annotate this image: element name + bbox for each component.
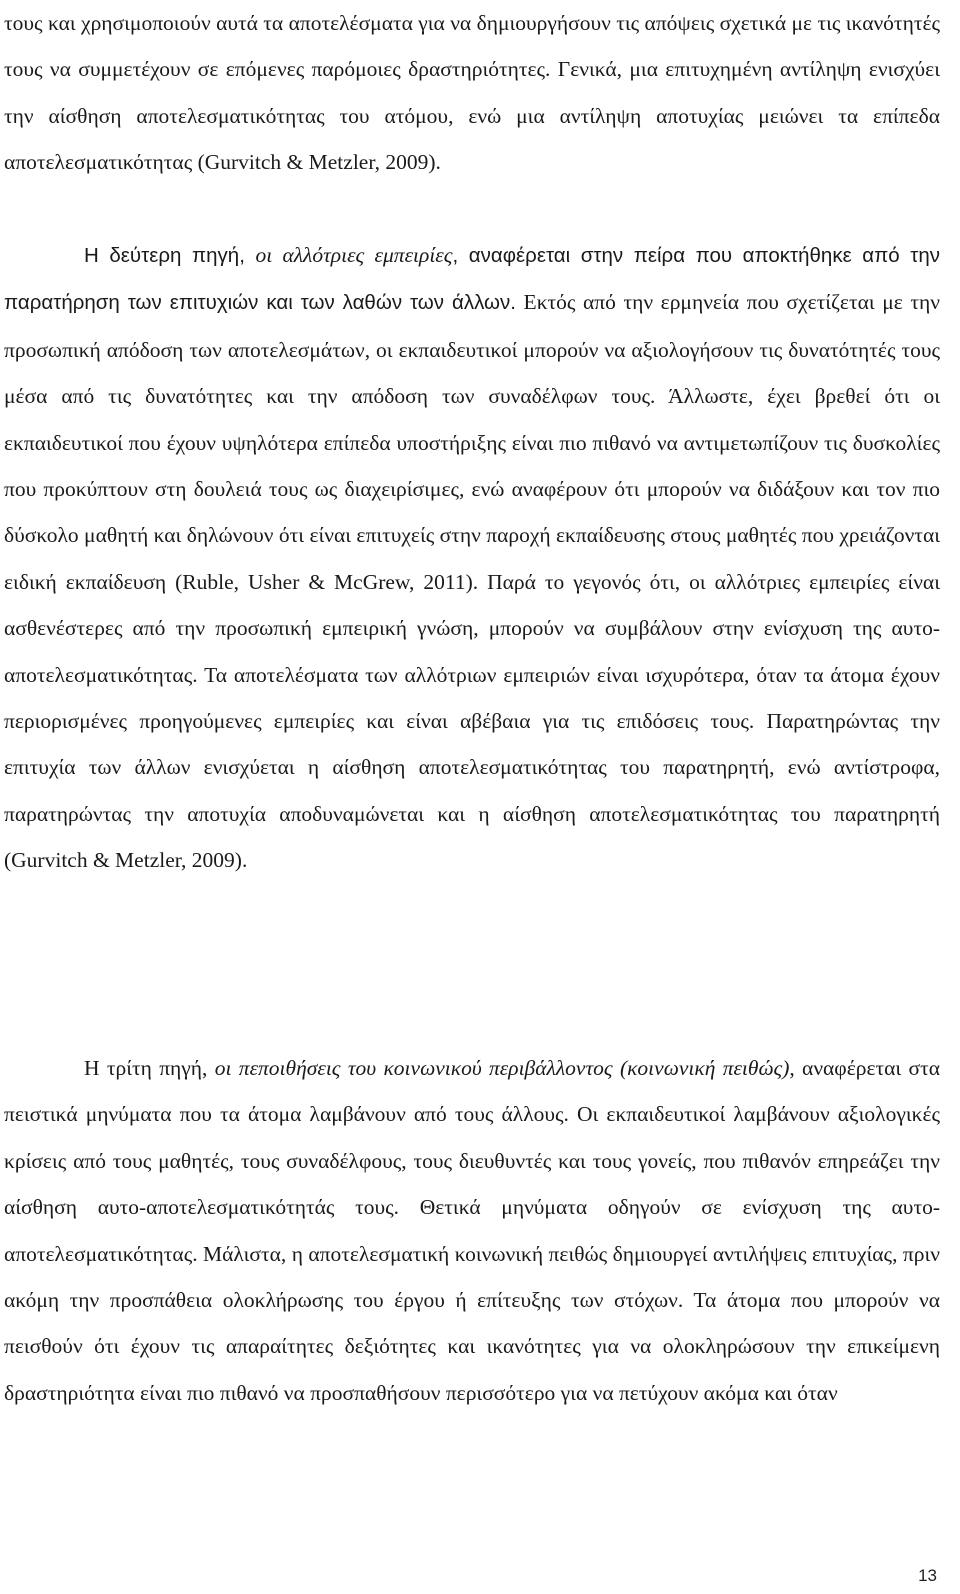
- paragraph-2-continuation: Εκτός από την ερμηνεία που σχετίζεται με την προσωπική απόδοση των αποτελεσμάτων, οι εκπαιδευτικοί μπορούν να αξιολογήσουν τις δυνατότητές τους μέσα από τις δυνατότητες και την απόδοση των συναδέλφων τους. Άλλωστε, έχει βρεθεί ότι οι εκπαιδευτικοί που έχουν υψηλότερα επίπεδα υποστήριξης είναι πιο πιθανό να αντιμετωπίζουν τις δυσκολίες που προκύπτουν στη δουλειά τους ως διαχειρίσιμες, ενώ αναφέρουν ότι μπορούν να διδάξουν και τον πιο δύσκολο μαθητή και δηλώνουν ότι είναι επιτυχείς στην παροχή εκπαίδευσης στους μαθητές που χρειάζονται ειδική εκπαίδευση (Ruble, Usher & McGrew, 2011). Παρά το γεγονός ότι, οι αλλότριες εμπειρίες είναι ασθενέστερες από την προσωπική εμπειρική γνώση, μπορούν να συμβάλουν στην ενίσχυση της αυτο-αποτελεσματικότητας. Τα αποτελέσματα των αλλότριων εμπειριών είναι ισχυρότερα, όταν τα άτομα έχουν περιορισμένες προηγούμενες εμπειρίες και είναι αβέβαια για τις επιδόσεις τους. Παρατηρώντας την επιτυχία των άλλων ενισχύεται η αίσθηση αποτελεσματικότητας του παρατηρητή, ενώ αντίστροφα, παρατηρώντας την αποτυχία αποδυναμώνεται και η αίσθηση αποτελεσματικότητας του παρατηρητή (Gurvitch & Metzler, 2009).: [4, 290, 940, 873]
- paragraph-3-italic-term: οι πεποιθήσεις του κοινωνικού περιβάλλοντος (κοινωνική πειθώς): [214, 1056, 790, 1080]
- paragraph-2-italic-term: οι αλλότριες εμπειρίες: [255, 243, 453, 267]
- paragraph-3-lead: Η τρίτη πηγή,: [84, 1056, 215, 1080]
- paragraph-social-persuasion: [4, 1045, 940, 1416]
- paragraph-continuation: [4, 0, 940, 186]
- paragraph-2-text: , αναφέρεται στην πείρα που αποκτήθηκε από την παρατήρηση των επιτυχιών και των λαθών των άλλων.: [4, 244, 941, 315]
- paragraph-1-text: τους και χρησιμοποιούν αυτά τα αποτελέσματα για να δημιουργήσουν τις απόψεις σχετικά με τις ικανότητές τους να συμμετέχουν σε επόμενες παρόμοιες δραστηριότητες. Γενικά, μια επιτυχημένη αντίληψη ενισχύει την αίσθηση αποτελεσματικότητας του ατόμου, ενώ μια αντίληψη αποτυχίας μειώνει τα επίπεδα αποτελεσματικότητας (Gurvitch & Metzler, 2009).: [4, 11, 940, 175]
- paragraph-alien-experiences: [4, 232, 940, 884]
- paragraph-3-text: , αναφέρεται στα πειστικά μηνύματα που τα άτομα λαμβάνουν από τους άλλους. Οι εκπαιδευτικοί λαμβάνουν αξιολογικές κρίσεις από τους μαθητές, τους συναδέλφους, τους διευθυντές και τους γονείς, που πιθανόν επηρεάζει την αίσθηση αυτο-αποτελεσματικότητάς τους. Θετικά μηνύματα οδηγούν σε ενίσχυση της αυτο-αποτελεσματικότητας. Μάλιστα, η αποτελεσματική κοινωνική πειθώς δημιουργεί αντιλήψεις επιτυχίας, πριν ακόμη την προσπάθεια ολοκλήρωσης του έργου ή επίτευξης των στόχων. Τα άτομα που μπορούν να πεισθούν ότι έχουν τις απαραίτητες δεξιότητες και ικανότητες για να ολοκληρώσουν την επικείμενη δραστηριότητα είναι πιο πιθανό να προσπαθήσουν περισσότερο για να πετύχουν ακόμα και όταν: [4, 1056, 940, 1405]
- paragraph-2-lead: Η δεύτερη πηγή,: [84, 244, 256, 267]
- page-number: 13: [918, 1566, 937, 1585]
